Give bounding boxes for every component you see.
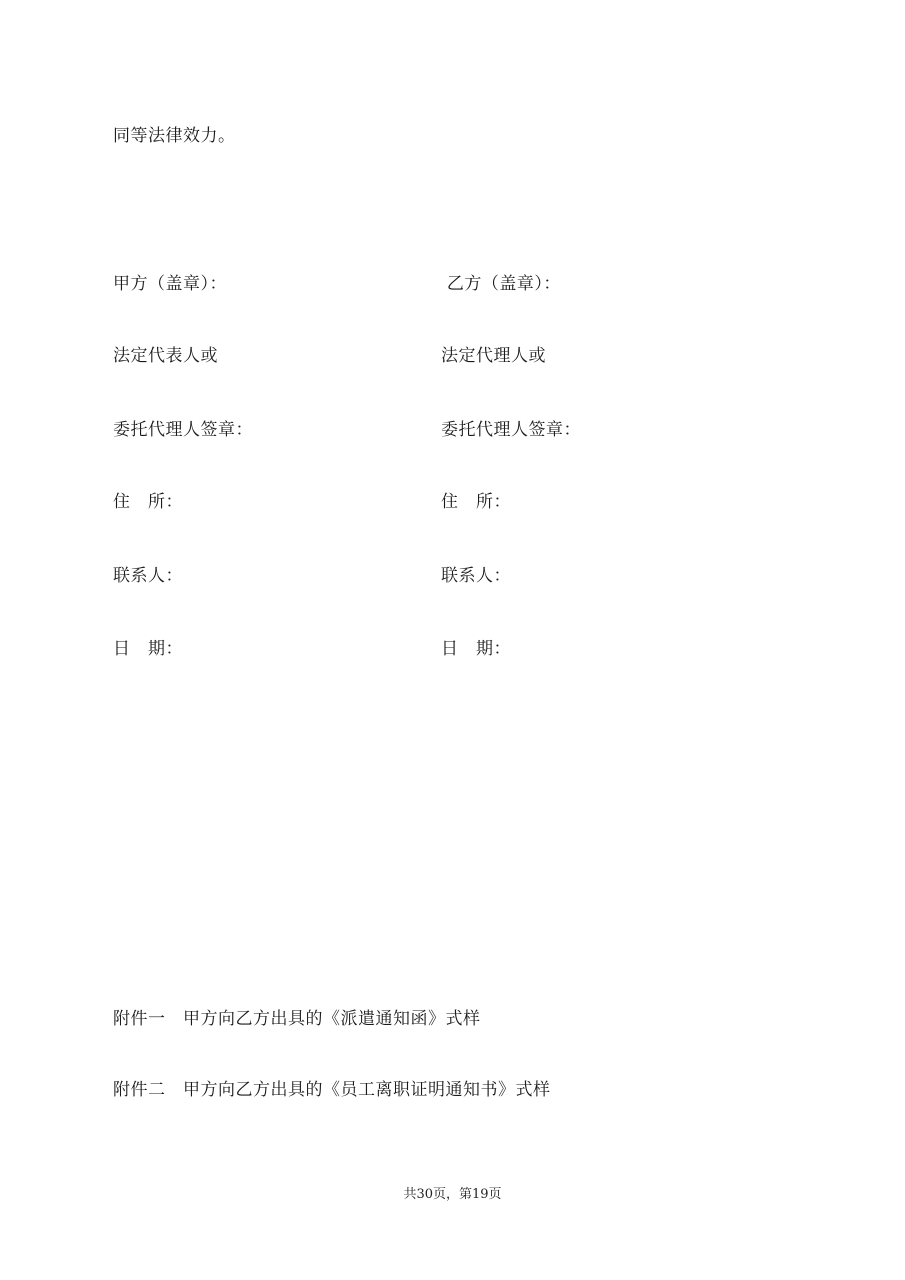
party-b-agent-signature-label: 委托代理人签章： [441,420,581,440]
continuation-text: 同等法律效力。 [113,126,236,146]
party-b-seal-label: 乙方（盖章）： [441,274,561,294]
party-b-contact-label: 联系人： [441,566,511,586]
party-a-address-label: 住 所： [113,492,183,512]
party-a-date-label: 日 期： [113,639,183,659]
attachment-2: 附件二 甲方向乙方出具的《员工离职证明通知书》式样 [113,1080,551,1100]
page-footer: 共30页，第19页 [403,1187,502,1202]
party-a-representative-label: 法定代表人或 [113,346,218,366]
party-b-date-label: 日 期： [441,639,511,659]
party-b-representative-label: 法定代理人或 [441,346,546,366]
party-b-address-label: 住 所： [441,492,511,512]
party-a-agent-signature-label: 委托代理人签章： [113,420,253,440]
party-a-contact-label: 联系人： [113,566,183,586]
attachment-1: 附件一 甲方向乙方出具的《派遣通知函》式样 [113,1009,481,1029]
party-a-seal-label: 甲方（盖章）： [113,274,227,294]
